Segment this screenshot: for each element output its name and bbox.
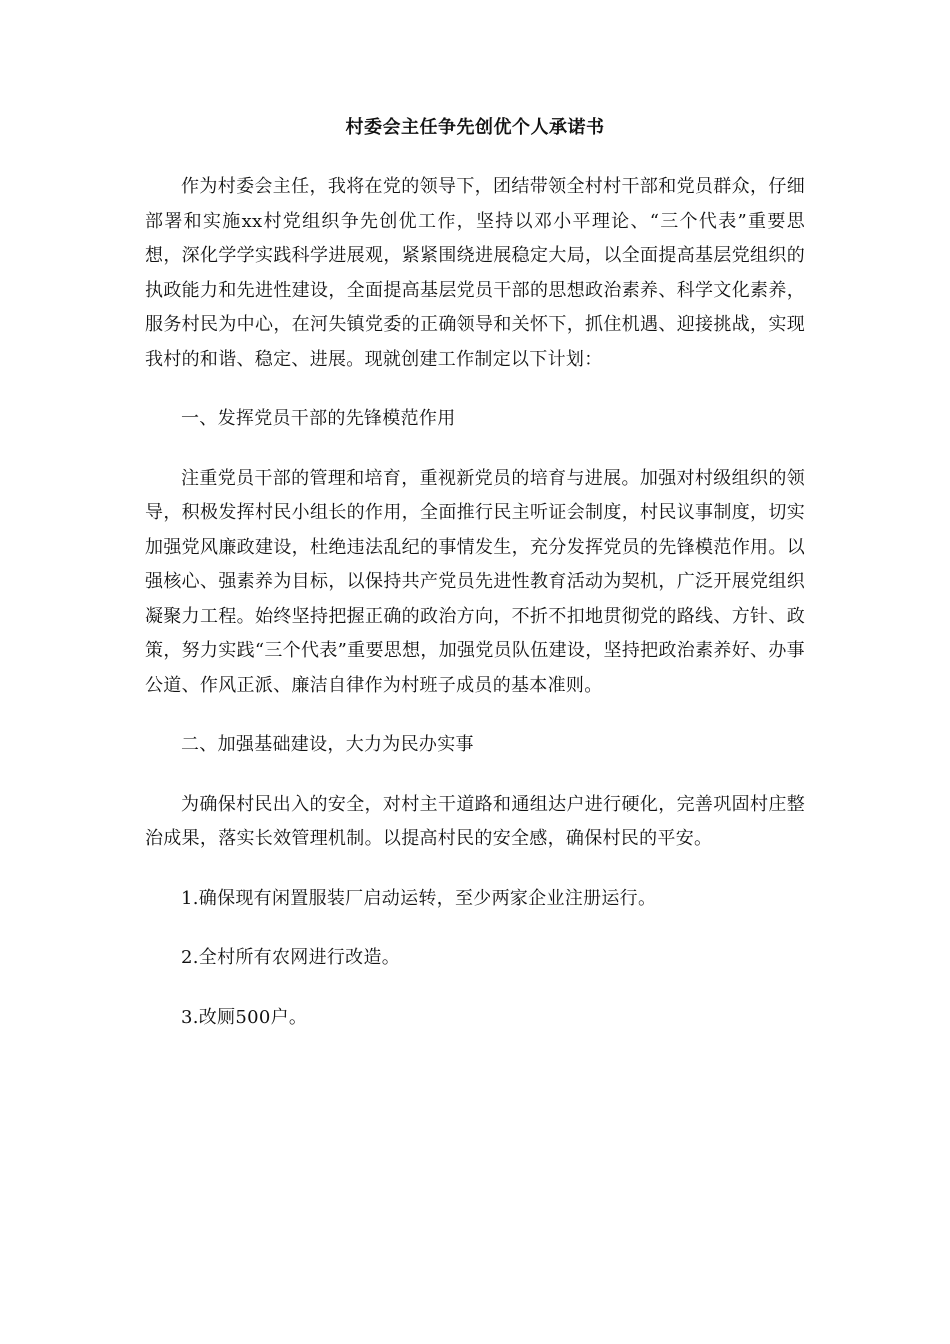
section-2-heading: 二、加强基础建设，大力为民办实事 <box>181 734 474 755</box>
list-item: 1.确保现有闲置服装厂启动运转，至少两家企业注册运行。 <box>181 887 657 909</box>
section-1-body: 注重党员干部的管理和培育，重视新党员的培育与进展。加强对村级组织的领导，积极发挥村民小组长的作用，全面推行民主听证会制度，村民议事制度，切实加强党风廉政建设，杜绝违法乱纪的事情发生，充分发挥党员的先锋模范作用。以强核心、强素养为目标，以保持共产党员先进性教育活动为契机，广泛开展党组织凝聚力工程。始终坚持把握正确的政治方向，不折不扣地贯彻党的路线、方针、政策，努力实践“三个代表”重要思想，加强党员队伍建设，坚持把政治素养好、办事公道、作风正派、廉洁自律作为村班子成员的基本准则。 <box>145 467 805 696</box>
list-item: 2.全村所有农网进行改造。 <box>181 947 401 968</box>
intro-paragraph: 作为村委会主任，我将在党的领导下，团结带领全村村干部和党员群众，仔细部署和实施xx村党组织争先创优工作，坚持以邓小平理论、“三个代表”重要思想，深化学学实践科学进展观，紧紧围绕进展稳定大局，以全面提高基层党组织的执政能力和先进性建设，全面提高基层党员干部的思想政治素养、科学文化素养，服务村民为中心，在河失镇党委的正确领导和关怀下，抓住机遇、迎接挑战，实现我村的和谐、稳定、进展。现就创建工作制定以下计划： <box>145 176 805 370</box>
section-1-heading: 一、发挥党员干部的先锋模范作用 <box>181 408 456 429</box>
list-item: 3.改厕500户。 <box>181 1006 308 1028</box>
document-page <box>145 112 805 1060</box>
section-2-body: 为确保村民出入的安全，对村主干道路和通组达户进行硬化，完善巩固村庄整治成果，落实长效管理机制。以提高村民的安全感，确保村民的平安。 <box>145 793 805 849</box>
document-title: 村委会主任争先创优个人承诺书 <box>345 117 605 138</box>
